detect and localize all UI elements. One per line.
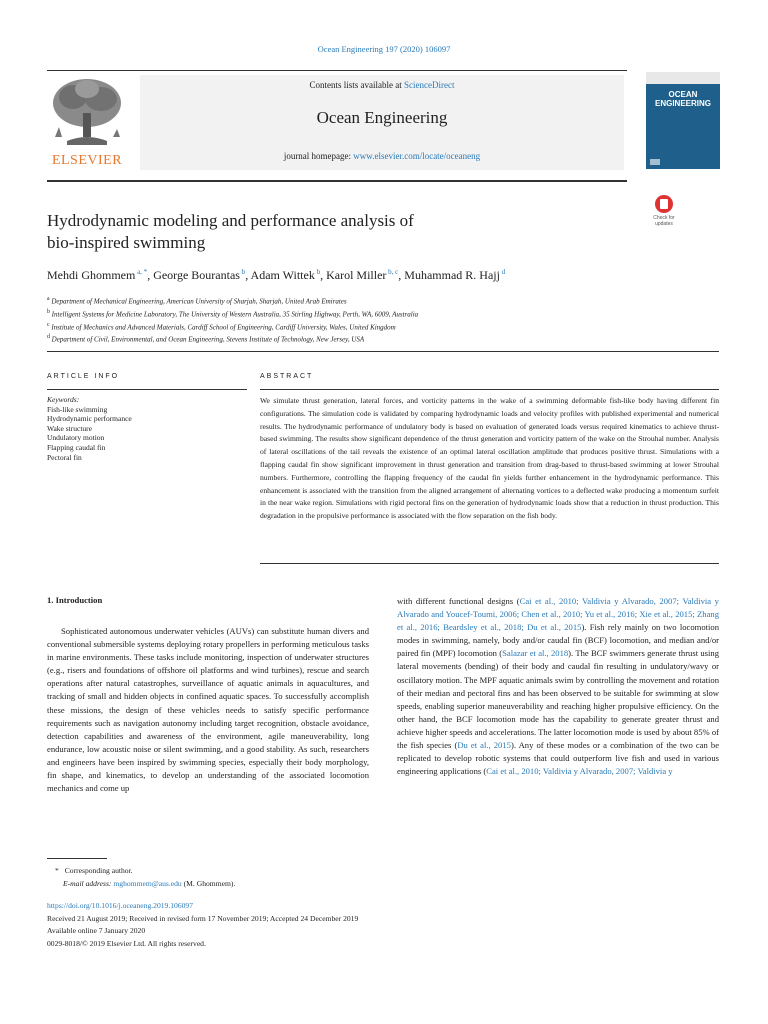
keyword: Flapping caudal fin [47,442,106,452]
citation-link[interactable]: Du et al., 2015 [457,740,511,751]
journal-homepage-line [140,151,624,161]
elsevier-tree-icon [47,75,127,147]
body-text: ). Any of these modes or a combination of the two can be replicated to develop robotic systems that could outperform live fish and used in various engineering applications ( [397,740,720,777]
asterisk-mark: * [55,866,59,875]
keyword: Fish-like swimming [47,404,108,414]
masthead-bottom-rule [47,180,627,182]
footnote-rule [47,858,107,859]
badge-label [648,215,680,227]
citation-link[interactable]: Salazar et al., 2018 [502,648,569,659]
keyword: Hydrodynamic performance [47,414,132,424]
masthead [140,75,624,170]
contents-prefix: Contents lists available at [309,80,404,90]
sciencedirect-link[interactable]: ScienceDirect [404,80,455,90]
body-text: ). The BCF swimmers generate thrust using lateral movements (bending) of their body and caudal fin resulting in undulatory/wavy or oscillatory motion. The MPF aquatic animals swim by controlling the movement and rotation of their median and pectoral fins and has been observed to be suitable for swimming at slow speeds, enabling superior maneuverability and reaching higher propulsive efficiency. On the other hand, the BCF locomotion mode has the capability to generate greater thrust and achieve higher speeds and accelerations. The latter locomotion mode is used by about 85% of the fish species ( [397,648,719,751]
keyword: Pectoral fin [47,452,82,462]
elsevier-logo[interactable] [47,75,127,167]
cover-logo-icon [650,159,660,165]
body-text: ). Fish rely mainly on two locomotion modes in swimming, namely, body and/or caudal fin (BCF) locomotion, and median and/or paired fin (MPF) locomotion ( [397,622,719,659]
abstract-rule [260,389,719,390]
abstract-text: We simulate thrust generation, lateral forces, and vorticity patterns in the wake of a swimming deformable fish-like body having different fin configurations. The simulation code is validated by comparing hydrodynamic loads and velocity profiles with published experimental and numerical results. The hydrodynamic performance of undulatory body is based on evaluation of generated loads versus required kinematics to achieve thrust-based swimming. The results show significant dependence of the thrust generation and vorticity pattern of the wake on the Strouhal number. Analysis of lateral oscillations of the tail reveals the existence of an optimal lateral oscillation amplitude that produces positive thrust. Simulations with a flapping caudal fin show significant improvement in thrust generation and transition from drag-based to thrust-based swimming at lower Strouhal numbers. Furthermore, controlling the flapping frequency of the caudal fin yields further enhancement in the hydrodynamic performance. This enhancement is associated with the transition from the aligned arrangement of alternating vortices to a deflected wake producing a momentum surfeit in the near wake region. Simulations with rigid pectoral fins on the generation of hydrodynamic loads show that a reduction in thrust production. This degradation in the propulsive performance is associated with the flow separation on the fish body. [260,396,719,521]
citation-link[interactable]: Cai et al., 2010; Valdivia y Alvarado, 2007; Valdivia y [486,766,673,777]
copyright: 0029-8018/© 2019 Elsevier Ltd. All rights reserved. [47,938,206,948]
cover-title-line1: OCEAN [668,90,698,99]
keywords-block [47,395,247,462]
keyword: Wake structure [47,423,92,433]
author-name[interactable]: Mehdi Ghommem [47,268,136,282]
affiliation-text: Intelligent Systems for Medicine Laboratory, The University of Western Australia, 35 Stirling Highway, Perth, WA, 6009, Australia [49,310,419,319]
author-name[interactable]: Adam Wittek [250,268,315,282]
citation-link[interactable]: Cai et al., 2010; Valdivia y Alvarado, 2007; Valdivia y Alvarado and Youcef-Toumi, 2006; Chen et al., 2010; Yu et al., 2016; Xie et al., 2015; Zhang et al., 2016; Beardsley et al., 2018; Du et al., 2015 [397,596,719,633]
received-dates: Received 21 August 2019; Received in revised form 17 November 2019; Accepted 24 December 2019 [47,913,359,923]
article-title [47,210,607,254]
cover-header-band [646,72,720,84]
author-name[interactable]: George Bourantas [153,268,240,282]
affiliation-marker: a [47,296,50,302]
header-rule [47,351,719,352]
author-affiliation-marker[interactable]: d [499,268,506,276]
available-online: Available online 7 January 2020 [47,926,146,935]
doi-link[interactable]: https://doi.org/10.1016/j.oceaneng.2019.106097 [47,901,194,910]
abstract-bottom-rule [260,563,719,564]
badge-line2: updates [655,221,673,227]
author-affiliation-marker[interactable]: a, * [135,268,148,276]
cover-title [646,90,720,108]
body-text: with different functional designs ( [397,596,520,606]
affiliation [47,307,727,320]
elsevier-wordmark: ELSEVIER [51,153,123,168]
affiliation-text: Department of Mechanical Engineering, American University of Sharjah, Sharjah, United Arab Emirates [49,297,347,306]
journal-cover-image[interactable] [646,72,720,169]
author-name[interactable]: Karol Miller [326,268,387,282]
affiliation-list [47,294,727,345]
footnotes [47,865,547,890]
homepage-prefix: journal homepage: [283,151,354,161]
title-line1: Hydrodynamic modeling and performance analysis of [47,211,414,230]
affiliation-marker: c [47,321,50,328]
abstract-label: ABSTRACT [260,373,314,380]
title-line2: bio-inspired swimming [47,233,206,252]
affiliation-text: Department of Civil, Environmental, and Ocean Engineering, Stevens Institute of Technology, New Jersey, USA [49,335,365,344]
affiliation-marker: b [47,308,50,315]
author-list: Mehdi Ghommem $^{a, *}$, George Bourantas $^b$, Adam Wittek $^b$, Karol Miller $^{b, c}$, Muhammad R. Hajj $^d$ [47,268,506,282]
author-affiliation-marker[interactable]: b [314,268,321,276]
affiliation [47,332,727,345]
body-column-left [47,625,369,795]
section-heading-introduction: 1. Introduction [47,595,103,605]
cover-title-line2: ENGINEERING [654,99,711,108]
keywords-label: Keywords: [47,395,80,404]
paragraph: Sophisticated autonomous underwater vehicles (AUVs) can substitute human divers and conventional submersible systems deploying rotary propellers in performing meticulous tasks in marine environments. These tasks include monitoring, inspection of underwater structures (e.g., risers and foundations of offshore oil platforms and wind turbines), rescue and search operations after natural catastrophes, surveillance of aquatic animals in aquacultures, and tracking of small and hidden objects in confined aquatic spaces. To successfully accomplish these missions, the design of these vehicles needs to satisfy specific performance requirements such as navigation autonomy including target recognition, obstacle avoidance, detection capabilities and awareness of the environment, agile maneuverability, long endurance, low acoustic noise or silent swimming, and a good stability. As such, researchers and engineers have been inspired by swimming species, especially their body morphology, fin shape, and kinematics, to develop an understanding of the associated locomotion mechanics and come up [47,626,369,794]
author-name[interactable]: Muhammad R. Hajj [404,268,500,282]
masthead-top-rule [47,70,627,71]
journal-citation[interactable]: Ocean Engineering 197 (2020) 106097 [317,44,451,54]
affiliation [47,294,727,307]
corresponding-label: Corresponding author. [64,866,133,875]
bookmark-icon [655,195,673,213]
affiliation-marker: d [47,334,50,341]
journal-title: Ocean Engineering [316,108,448,127]
affiliation [47,320,727,333]
homepage-link[interactable]: www.elsevier.com/locate/oceaneng [353,151,481,161]
check-for-updates-badge[interactable] [648,195,680,231]
email-line [47,878,547,891]
affiliation-text: Institute of Mechanics and Advanced Materials, Cardiff School of Engineering, Cardiff University, Wales, United Kingdom [49,322,396,331]
corresponding-author-note [47,865,547,878]
email-link[interactable]: mghommem@aus.edu [113,878,182,888]
contents-line [140,80,624,90]
author-affiliation-marker[interactable]: b [239,268,246,276]
email-suffix: (M. Ghommem). [183,878,236,888]
author-affiliation-marker[interactable]: b, c [386,268,399,276]
paragraph [397,595,719,778]
body-column-right [397,595,719,778]
publication-info [47,900,547,950]
article-info-rule [47,389,247,390]
badge-line1: Check for [653,215,675,221]
article-info-label: ARTICLE INFO [47,373,120,380]
email-label: E-mail address: [63,878,112,888]
keyword: Undulatory motion [47,433,105,443]
